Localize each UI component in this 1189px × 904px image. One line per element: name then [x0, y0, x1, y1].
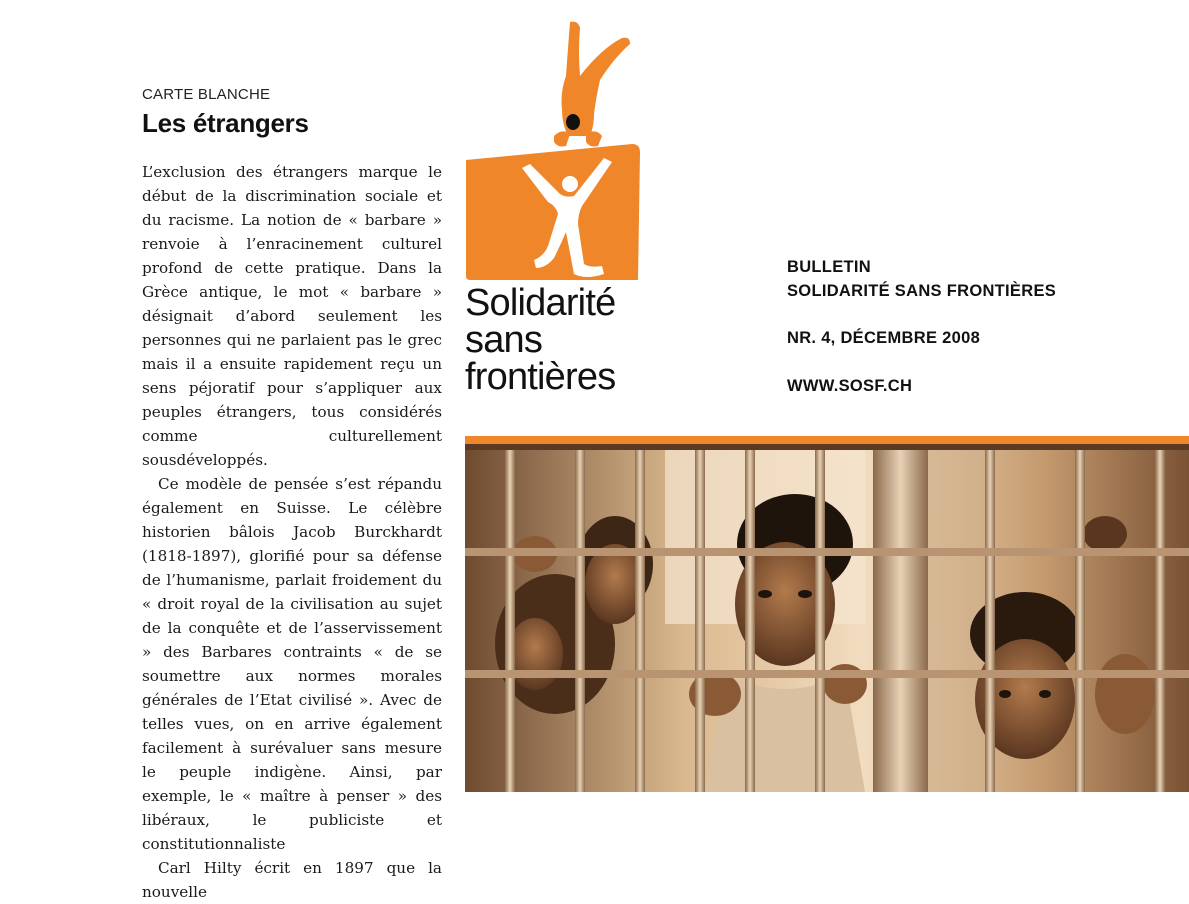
bulletin-label: BULLETIN — [787, 258, 871, 276]
orange-divider — [465, 436, 1189, 444]
article-paragraph: Ce modèle de pensée s’est répandu également en Suisse. Le célèbre historien bâlois Jacob Burckhardt (1818-1897), glorifié pour sa défense de l’humanisme, parlait froidement du « droit royal de la civilisation au sujet de la conquête et de l’asservissement » des Barbares contraints « de se soumettre aux normes morales générales de l’Etat civilisé ». Avec de telles vues, on en arrive également facilement à surévaluer sans mesure le peuple indigène. Ainsi, par exemple, le « maître à penser » des libéraux, le publiciste et constitutionnaliste — [142, 475, 442, 853]
bulletin-header — [787, 255, 1056, 303]
logo-head — [566, 114, 580, 130]
article-kicker: CARTE BLANCHE — [142, 86, 271, 103]
cover-photo — [465, 444, 1189, 792]
logo-wordmark-line: Solidarité — [465, 282, 616, 324]
article-title: Les étrangers — [142, 108, 309, 138]
logo-square — [466, 144, 640, 280]
bulletin-issue: NR. 4, DÉCEMBRE 2008 — [787, 329, 981, 347]
logo-wordmark — [465, 282, 616, 398]
logo-wordmark-line: sans — [465, 319, 543, 361]
logo-wordmark-line: frontières — [465, 356, 616, 398]
article-paragraph: Carl Hilty écrit en 1897 que la nouvelle — [142, 859, 442, 901]
article-body — [142, 160, 442, 901]
article-paragraph: L’exclusion des étrangers marque le début de la discrimination sociale et du racisme. La notion de « barbare » renvoie à l’enracinement culturel profond de cette pratique. Dans la Grèce antique, le mot « barbare » désignait d’abord seulement les personnes qui ne parlaient pas le grec mais il a ensuite rapidement reçu un sens péjoratif pour s’appliquer aux peuples étrangers, tous considérés comme culturellement sousdéveloppés. — [142, 163, 442, 469]
bulletin-org: SOLIDARITÉ SANS FRONTIÈRES — [787, 282, 1057, 300]
bulletin-website: WWW.SOSF.CH — [787, 377, 913, 395]
solidarity-figures-icon — [462, 18, 644, 286]
